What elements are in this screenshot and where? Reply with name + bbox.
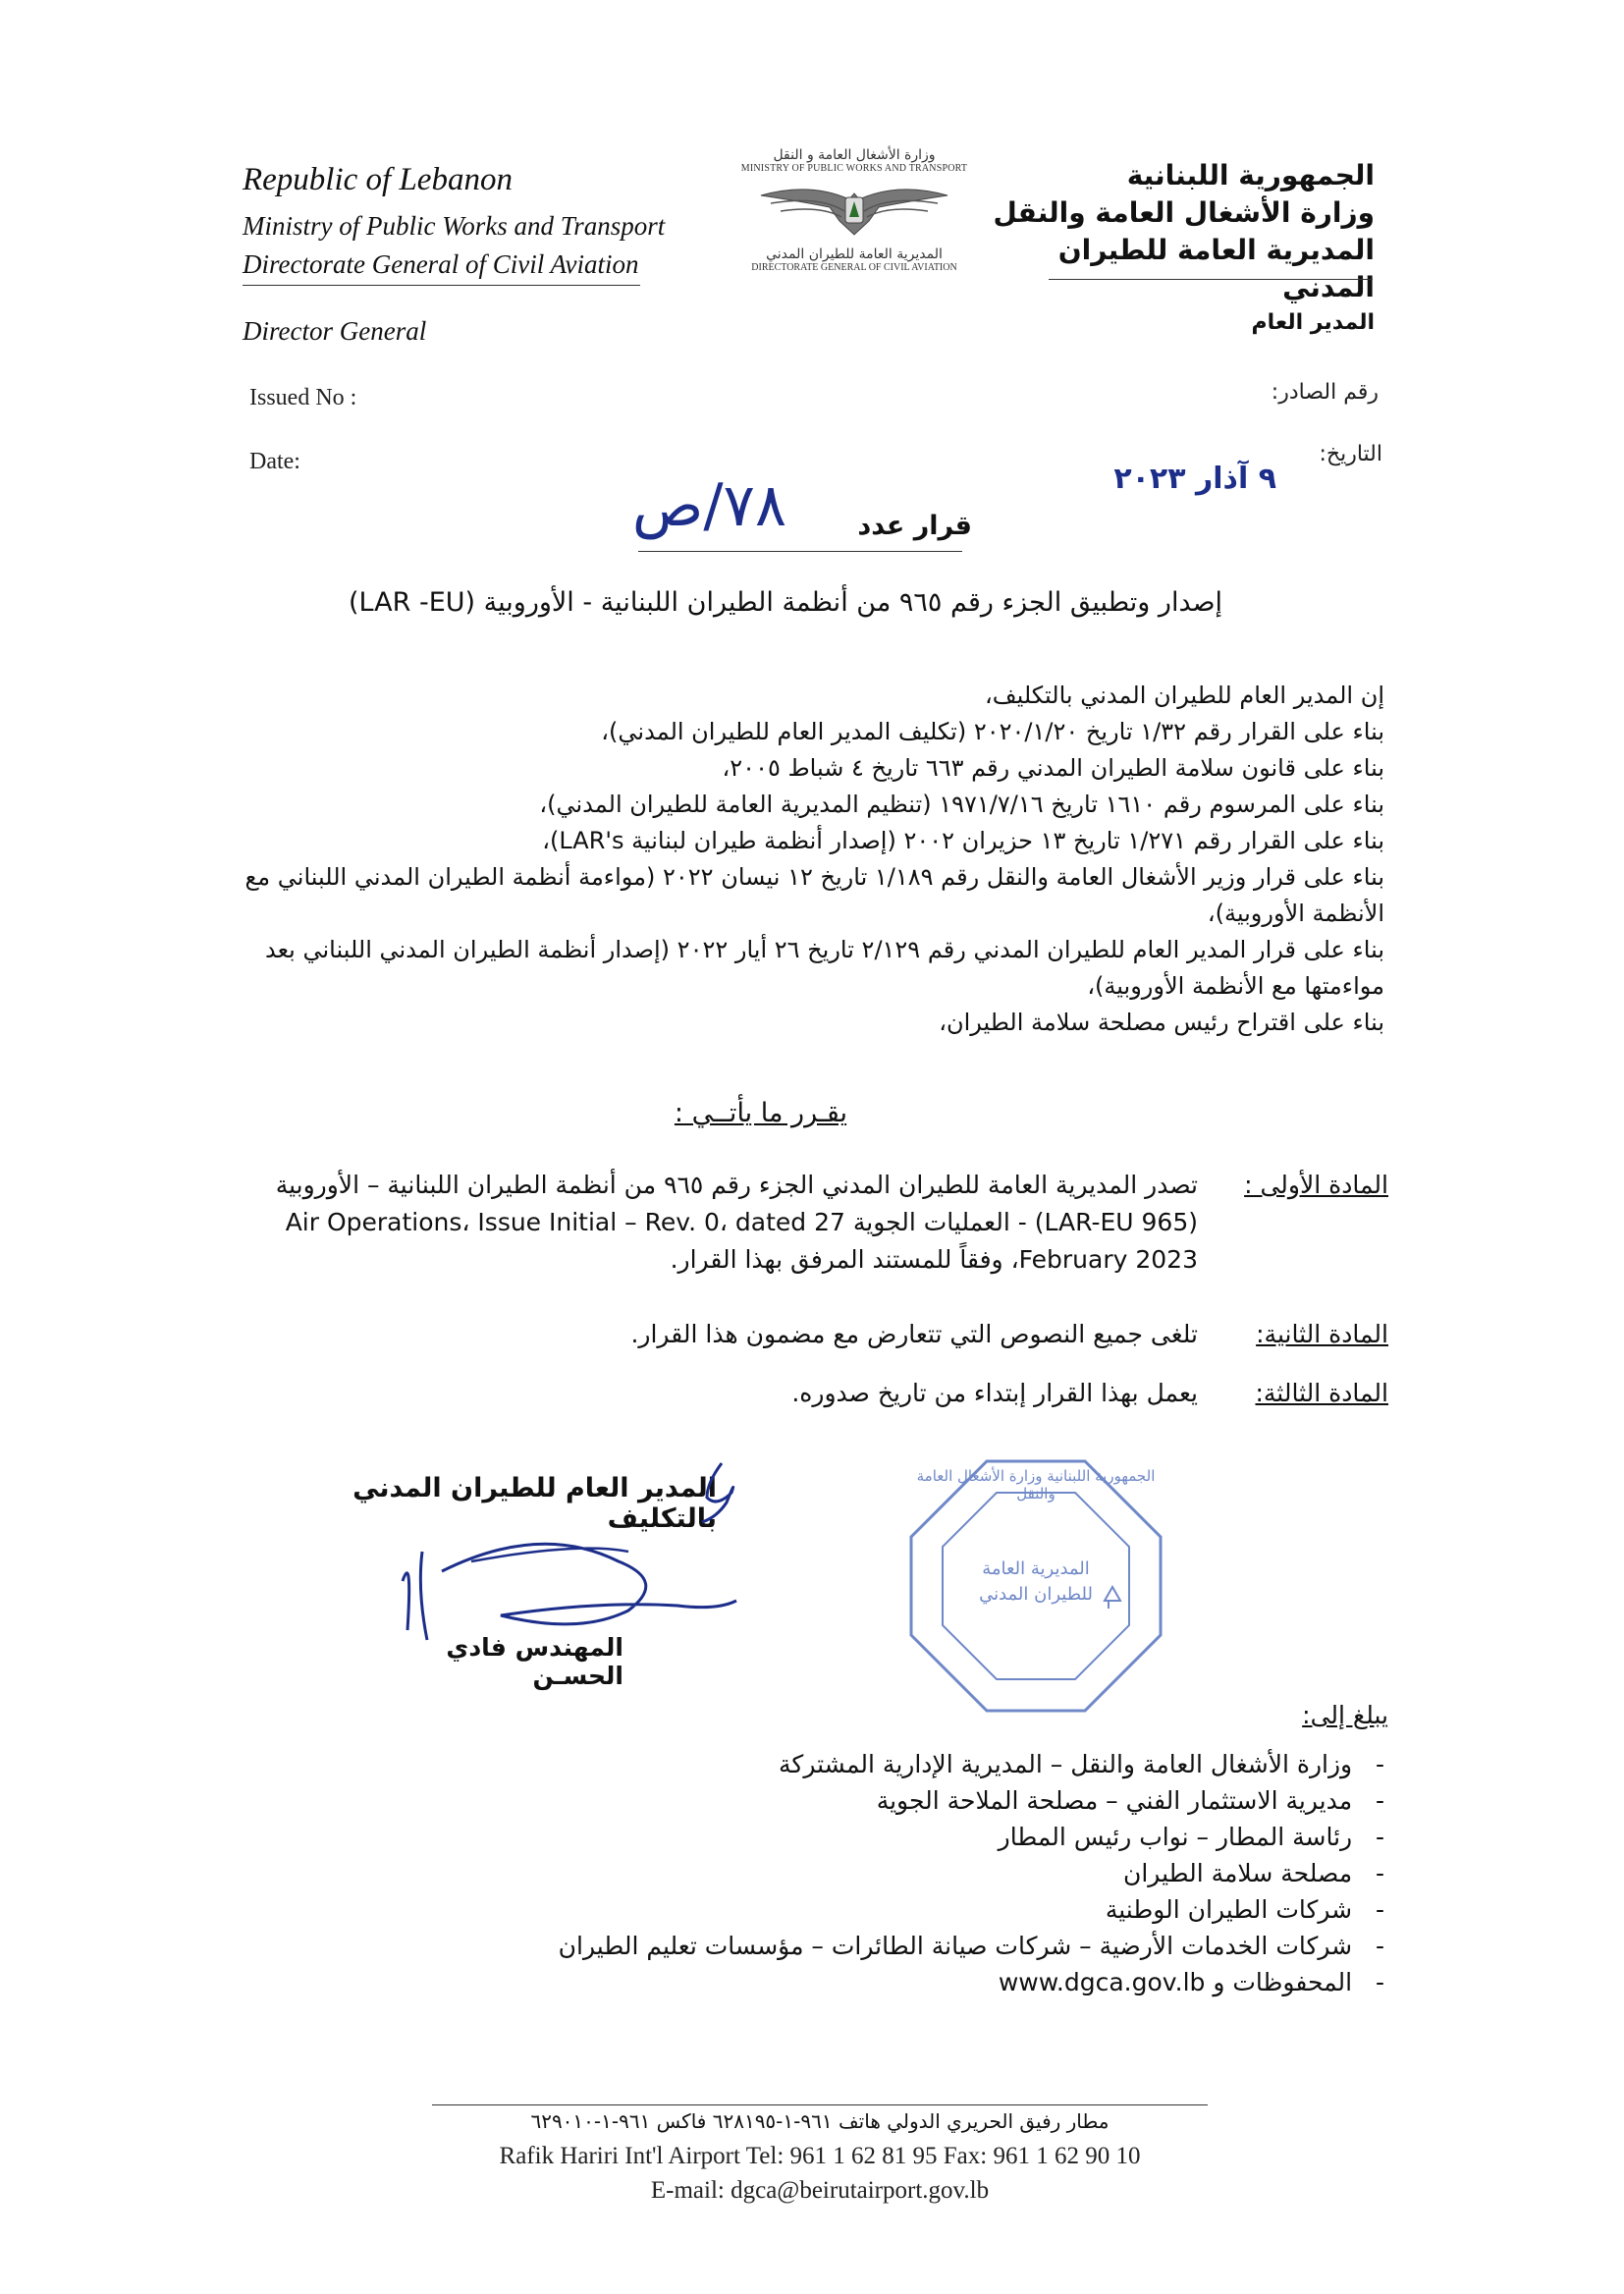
header-republic-ar: الجمهورية اللبنانية [1126, 159, 1375, 191]
header-rule-en [243, 285, 640, 286]
footer-ar: مطار رفيق الحريري الدولي هاتف ٩٦١-١-٦٢٨١٩٥ فاكس ٩٦١-١-٦٢٩٠١٠ [530, 2109, 1110, 2133]
header-director-en: Director General [243, 316, 427, 346]
header-ministry-ar: وزارة الأشغال العامة والنقل [993, 196, 1375, 229]
article-1-label: المادة الأولى : [1244, 1171, 1388, 1199]
logo-ar-top: وزارة الأشغال العامة و النقل [773, 147, 936, 163]
date-label-en: Date: [249, 449, 300, 474]
article-3-text: يعمل بهذا القرار إبتداء من تاريخ صدوره. [791, 1379, 1198, 1407]
article-3-label: المادة الثالثة: [1255, 1379, 1388, 1407]
header-directorate-ar: المديرية العامة للطيران المدني [1057, 234, 1375, 303]
header-director-ar: المدير العام [1251, 310, 1375, 335]
article-2-label: المادة الثانية: [1256, 1320, 1388, 1348]
preamble-line: بناء على قرار وزير الأشغال العامة والنقل رقم ١/١٨٩ تاريخ ١٢ نيسان ٢٠٢٢ (مواءمة أنظمة الطيران المدني اللبناني مع الأنظمة الأوروبية)، [244, 863, 1384, 927]
decides-heading: يقـرر ما يأتــي : [674, 1098, 848, 1128]
preamble-line: بناء على المرسوم رقم ١٦١٠ تاريخ ١٩٧١/٧/١٦ (تنظيم المديرية العامة للطيران المدني)، [539, 791, 1384, 818]
preamble [226, 678, 1384, 1041]
decision-label: قرار عدد [857, 511, 972, 541]
preamble-line: إن المدير العام للطيران المدني بالتكليف، [985, 682, 1384, 709]
header-ministry-en: Ministry of Public Works and Transport [243, 211, 666, 241]
decision-underline [638, 551, 962, 552]
list-item: - وزارة الأشغال العامة والنقل – المديرية الإدارية المشتركة [779, 1750, 1384, 1778]
issued-no-label: Issued No : [249, 385, 357, 410]
subject: إصدار وتطبيق الجزء رقم ٩٦٥ من أنظمة الطيران اللبنانية - الأوروبية (LAR -EU) [348, 587, 1223, 618]
preamble-line: بناء على القرار رقم ١/٣٢ تاريخ ٢٠٢٠/١/٢٠ (تكليف المدير العام للطيران المدني)، [601, 718, 1384, 745]
stamp-ring-text: الجمهورية اللبنانية وزارة الأشغال العامة والنقل [916, 1467, 1156, 1502]
stamp-center-text: المديرية العامة للطيران المدني [979, 1558, 1093, 1605]
footer-rule [432, 2104, 1208, 2105]
handwritten-date: ٩ آذار ٢٠٢٣ [1113, 462, 1276, 496]
ministry-logo [712, 147, 997, 295]
header-rule-ar [1049, 279, 1373, 280]
signature-name: المهندس فادي الحسـن [446, 1633, 623, 1690]
issued-no-label-ar: رقم الصادر: [1271, 380, 1379, 405]
date-label-ar: التاريخ: [1319, 442, 1382, 466]
preamble-line: بناء على القرار رقم ١/٢٧١ تاريخ ١٣ حزيران ٢٠٠٢ (إصدار أنظمة طيران لبنانية LAR's)، [542, 827, 1384, 854]
article-1-text: تصدر المديرية العامة للطيران المدني الجزء رقم ٩٦٥ من أنظمة الطيران اللبنانية – الأوروبية (LAR-EU 965) - العمليات الجوية Air Operations، Issue Initial – Rev. 0، dated 27 February 2023، وفقاً للمستند المرفق بهذا القرار. [275, 1171, 1198, 1274]
distribution-list [236, 1746, 1384, 2000]
list-item: - شركات الطيران الوطنية [1105, 1895, 1384, 1924]
handwritten-signature-icon [383, 1453, 756, 1650]
list-item: - مديرية الاستثمار الفني – مصلحة الملاحة الجوية [876, 1786, 1384, 1815]
header-directorate-en: Directorate General of Civil Aviation [243, 249, 639, 279]
preamble-line: بناء على اقتراح رئيس مصلحة سلامة الطيران، [939, 1009, 1384, 1036]
preamble-line: بناء على قرار المدير العام للطيران المدني رقم ٢/١٢٩ تاريخ ٢٦ أيار ٢٠٢٢ (إصدار أنظمة الطيران المدني اللبناني بعد مواءمتها مع الأنظمة الأوروبية)، [265, 936, 1384, 1000]
footer-email: E-mail: dgca@beirutairport.gov.lb [650, 2177, 990, 2204]
decision-number: ٧٨/ص [631, 471, 787, 540]
logo-ar-bottom: المديرية العامة للطيران المدني [766, 246, 943, 262]
distribution-title: يبلغ إلى: [1302, 1701, 1388, 1729]
list-item: - شركات الخدمات الأرضية – شركات صيانة الطائرات – مؤسسات تعليم الطيران [558, 1932, 1384, 1960]
signature-title: المدير العام للطيران المدني بالتكليف [352, 1473, 717, 1534]
official-stamp [903, 1453, 1168, 1719]
header-republic-en: Republic of Lebanon [243, 162, 513, 197]
list-item: - رئاسة المطار – نواب رئيس المطار [998, 1823, 1384, 1851]
preamble-line: بناء على قانون سلامة الطيران المدني رقم ٦٦٣ تاريخ ٤ شباط ٢٠٠٥، [722, 754, 1384, 782]
eagle-emblem-icon [712, 174, 997, 243]
article-2-text: تلغى جميع النصوص التي تتعارض مع مضمون هذا القرار. [630, 1320, 1198, 1348]
logo-en-bottom: DIRECTORATE GENERAL OF CIVIL AVIATION [751, 262, 957, 273]
list-item: - المحفوظات و www.dgca.gov.lb [998, 1968, 1384, 1996]
list-item: - مصلحة سلامة الطيران [1122, 1859, 1384, 1887]
logo-en-top: MINISTRY OF PUBLIC WORKS AND TRANSPORT [740, 163, 968, 174]
footer-en: Rafik Hariri Int'l Airport Tel: 961 1 62 81 95 Fax: 961 1 62 90 10 [499, 2143, 1141, 2169]
